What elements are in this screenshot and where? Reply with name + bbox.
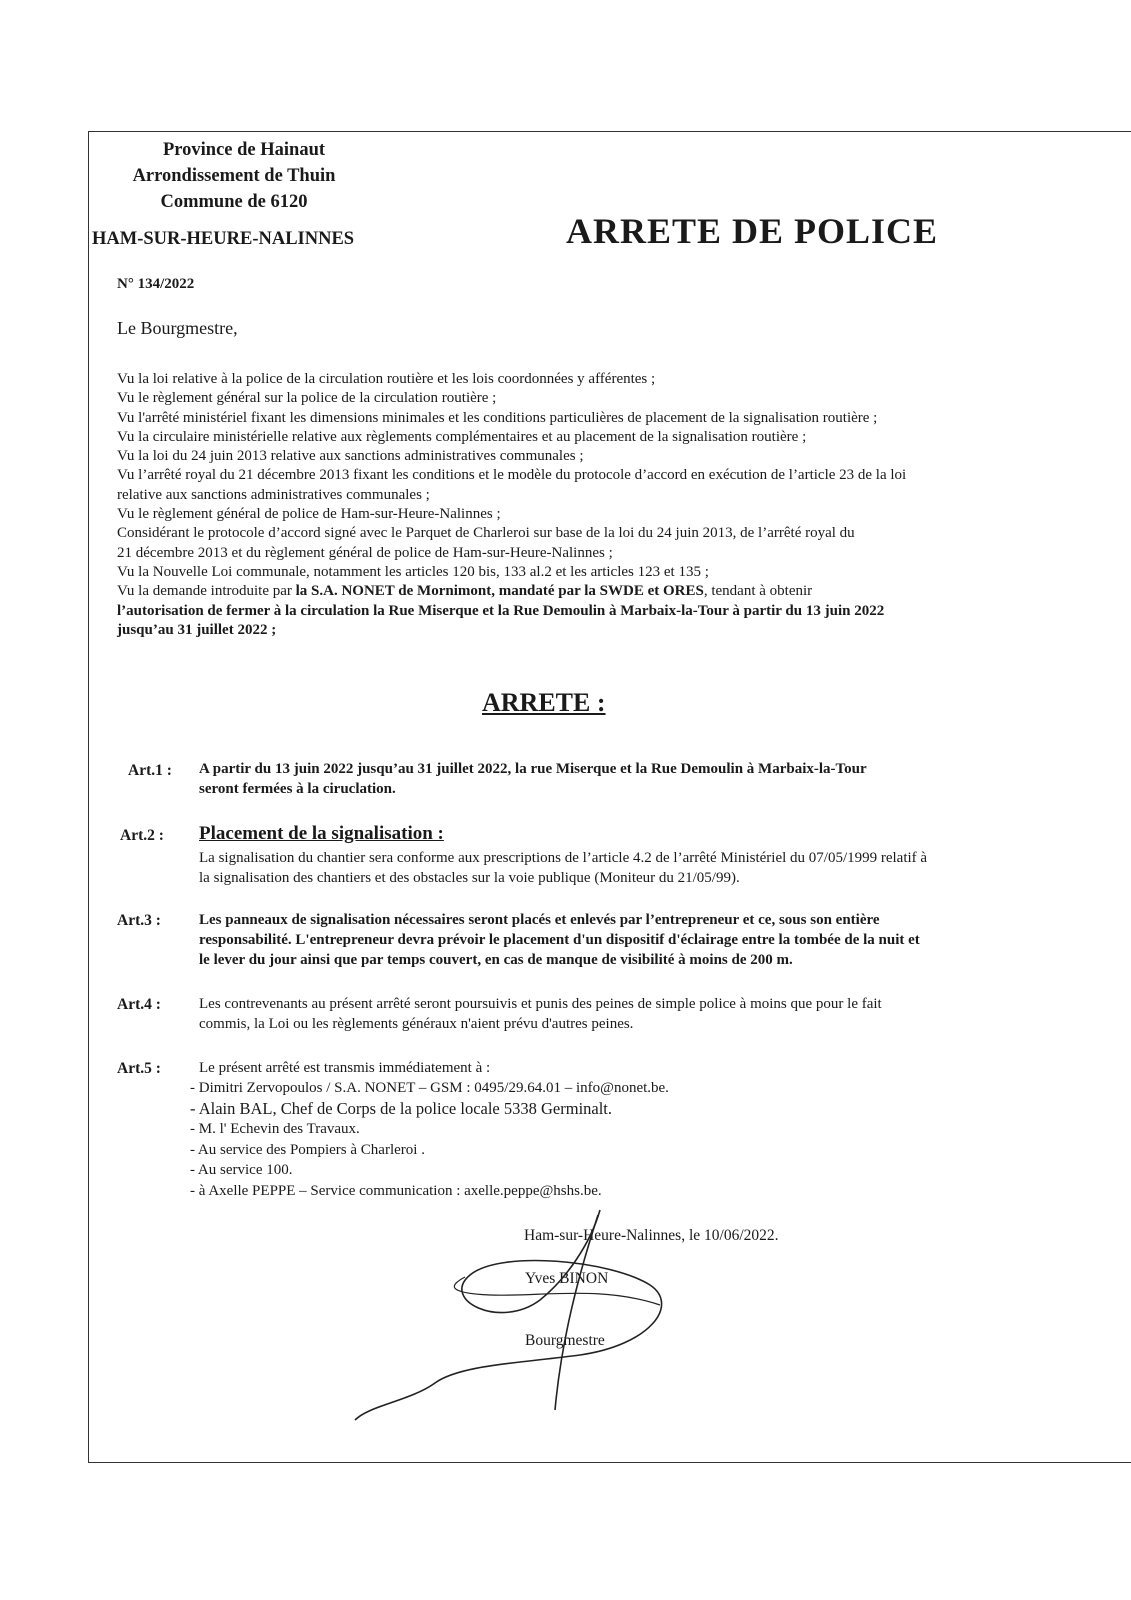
art2-heading: Placement de la signalisation : <box>199 823 444 844</box>
art3-line1: Les panneaux de signalisation nécessaires seront placés et enlevés par l’entrepreneur et ce, sous son entière <box>199 912 880 928</box>
art5-intro: Le présent arrêté est transmis immédiatement à : <box>199 1060 491 1076</box>
art5-label: Art.5 : <box>117 1060 161 1077</box>
art4-label: Art.4 : <box>117 996 161 1013</box>
considerant-line: Considérant le protocole d’accord signé avec le Parquet de Charleroi sur base de la loi du 24 juin 2013, de l’arrêté royal du <box>117 525 855 542</box>
art1-line1: A partir du 13 juin 2022 jusqu’au 31 juillet 2022, la rue Miserque et la Rue Demoulin à Marbaix-la-Tour <box>199 761 867 777</box>
art3-label: Art.3 : <box>117 912 161 929</box>
art1-line2: seront fermées à la ciruclation. <box>199 781 396 797</box>
list-item: - Dimitri Zervopoulos / S.A. NONET – GSM : 0495/29.64.01 – info@nonet.be. <box>190 1080 669 1096</box>
header-province: Province de Hainaut <box>162 140 326 160</box>
header-municipality: HAM-SUR-HEURE-NALINNES <box>92 229 355 249</box>
handwritten-signature <box>350 1205 680 1425</box>
intro-bourgmestre: Le Bourgmestre, <box>117 318 238 338</box>
list-item: - M. l' Echevin des Travaux. <box>190 1121 360 1137</box>
demande-prefix: Vu la demande introduite par <box>117 583 296 600</box>
considerant-line: Vu la Nouvelle Loi communale, notamment les articles 120 bis, 133 al.2 et les articles 123 et 135 ; <box>117 563 709 580</box>
list-item: - Au service des Pompiers à Charleroi . <box>190 1141 425 1158</box>
considerant-line: Vu le règlement général sur la police de la circulation routière ; <box>117 390 497 407</box>
considerant-line: Vu le règlement général de police de Ham-sur-Heure-Nalinnes ; <box>117 506 501 523</box>
considerant-line: Vu la loi relative à la police de la circulation routière et les lois coordonnées y afférentes ; <box>117 371 656 387</box>
recipients-list <box>190 1078 669 1201</box>
header-commune: Commune de 6120 <box>160 192 308 212</box>
list-item: - Alain BAL, Chef de Corps de la police locale 5338 Germinalt. <box>190 1098 613 1118</box>
considerant-line: relative aux sanctions administratives communales ; <box>117 486 430 503</box>
art4-line1: Les contrevenants au présent arrêté seront poursuivis et punis des peines de simple police à moins que pour le fait <box>199 996 882 1012</box>
list-item: - Au service 100. <box>190 1162 293 1178</box>
art2-line2: la signalisation des chantiers et des obstacles sur la voie publique (Moniteur du 21/05/99). <box>199 870 740 886</box>
signature-place-date: Ham-sur-Heure-Nalinnes, le 10/06/2022. <box>524 1227 779 1244</box>
signatory-name: Yves BINON <box>525 1270 609 1287</box>
art4-line2: commis, la Loi ou les règlements généraux n'aient prévu d'autres peines. <box>199 1016 634 1032</box>
list-item: - à Axelle PEPPE – Service communication : axelle.peppe@hshs.be. <box>190 1182 602 1199</box>
decree-number: N° 134/2022 <box>117 276 195 292</box>
art3-line2: responsabilité. L'entrepreneur devra prévoir le placement d'un dispositif d'éclairage entre la tombée de la nuit et <box>199 932 920 948</box>
arrete-heading: ARRETE : <box>482 688 606 717</box>
considerant-line: Vu l’arrêté royal du 21 décembre 2013 fixant les conditions et le modèle du protocole d’accord en exécution de l’article 23 de la loi <box>117 467 907 484</box>
art2-line1: La signalisation du chantier sera conforme aux prescriptions de l’article 4.2 de l’arrêté Ministériel du 07/05/1999 relatif à <box>199 850 928 866</box>
art2-label: Art.2 : <box>120 827 164 844</box>
demande-line <box>117 582 1092 601</box>
considerant-line: Vu la loi du 24 juin 2013 relative aux sanctions administratives communales ; <box>117 448 584 465</box>
considerant-line: Vu l'arrêté ministériel fixant les dimensions minimales et les conditions particulières de placement de la signalisation routière ; <box>117 409 878 426</box>
demande-line-2: l’autorisation de fermer à la circulation la Rue Miserque et la Rue Demoulin à Marbaix-la-Tour à partir du 13 juin 2022 <box>117 602 885 619</box>
header-arrondissement: Arrondissement de Thuin <box>132 166 336 186</box>
considerant-line: Vu la circulaire ministérielle relative aux règlements complémentaires et au placement de la signalisation routière ; <box>117 428 807 445</box>
page-title: ARRETE DE POLICE <box>566 211 939 251</box>
demande-suffix: , tendant à obtenir <box>703 583 813 600</box>
art1-label: Art.1 : <box>128 762 172 779</box>
art3-line3: le lever du jour ainsi que par temps couvert, en cas de manque de visibilité à moins de 200 m. <box>199 952 793 968</box>
demande-applicant: la S.A. NONET de Mornimont, mandaté par la SWDE et ORES <box>295 583 704 600</box>
demande-line-3: jusqu’au 31 juillet 2022 ; <box>117 621 277 638</box>
considerant-line: 21 décembre 2013 et du règlement général de police de Ham-sur-Heure-Nalinnes ; <box>117 544 613 561</box>
signatory-role: Bourgmestre <box>525 1332 605 1349</box>
considerants-block <box>117 370 1092 640</box>
